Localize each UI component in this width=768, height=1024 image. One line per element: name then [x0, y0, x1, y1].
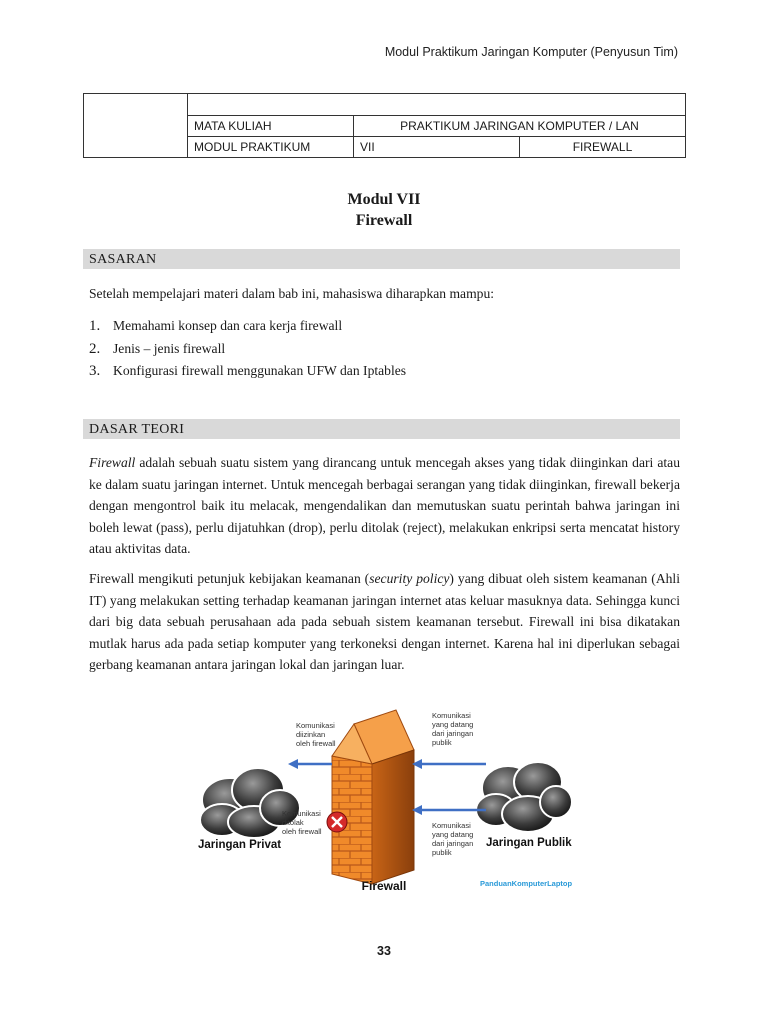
section-heading-dasar-teori: DASAR TEORI [83, 419, 680, 439]
allowed-label-line: Komunikasi [296, 721, 335, 730]
section-heading-sasaran: SASARAN [83, 249, 680, 269]
list-item-number: 3. [89, 363, 101, 379]
page-title [0, 189, 768, 231]
public-network-label: Jaringan Publik [486, 837, 572, 849]
list-item-number: 2. [89, 340, 101, 357]
denied-label-line: ditolak [282, 818, 304, 827]
page-number: 33 [377, 944, 391, 958]
paragraph-text: Firewall mengikuti petunjuk kebijakan keamanan ( [89, 571, 370, 586]
blank-header-cell [188, 94, 686, 116]
incoming-label-line: dari jaringan [432, 839, 474, 848]
list-item [89, 360, 406, 383]
public-network-cloud-icon [476, 762, 572, 832]
title-line-2: Firewall [355, 212, 413, 229]
course-label: MATA KULIAH [188, 116, 354, 137]
module-number: VII [354, 137, 520, 158]
incoming-label-line: Komunikasi [432, 821, 471, 830]
incoming-label-line: dari jaringan [432, 729, 474, 738]
incoming-arrow-bottom [412, 805, 486, 815]
denied-label-line: oleh firewall [282, 827, 322, 836]
module-info-table [83, 93, 686, 158]
goals-list [89, 315, 406, 383]
logo-cell [84, 94, 188, 158]
firewall-diagram [196, 704, 578, 904]
incoming-arrow-top [412, 759, 486, 769]
term-security-policy: security policy [369, 571, 450, 586]
list-item [89, 338, 406, 361]
course-value: PRAKTIKUM JARINGAN KOMPUTER / LAN [354, 116, 686, 137]
paragraph-text: adalah sebuah suatu sistem yang dirancang untuk mencegah akses yang tidak diinginkan dari atau ke dalam suatu jaringan internet. Untuk mencegah berbagai serangan yang tidak diinginkan, firewall bekerja dengan mengontrol baik itu melacak, mengendalikan dan memutuskan suatu perintah bahwa jaringan ini boleh lewat (pass), perlu dijatuhkan (drop), perlu ditolak (reject), melakukan enkripsi serta mencatat history atau aktivitas data. [89, 455, 680, 556]
allowed-label-line: oleh firewall [296, 739, 336, 748]
list-item [89, 315, 406, 338]
module-label: MODUL PRAKTIKUM [188, 137, 354, 158]
module-topic: FIREWALL [520, 137, 686, 158]
incoming-label-line: publik [432, 848, 452, 857]
list-item-text: Jenis – jenis firewall [113, 340, 226, 356]
term-firewall: Firewall [89, 455, 136, 470]
list-item-text: Memahami konsep dan cara kerja firewall [113, 318, 343, 333]
theory-paragraph-2 [89, 568, 680, 676]
title-line-1: Modul VII [347, 191, 421, 208]
firewall-label: Firewall [361, 879, 407, 893]
running-header: Modul Praktikum Jaringan Komputer (Penyusun Tim) [384, 45, 678, 59]
allowed-label-line: diizinkan [296, 730, 326, 739]
deny-icon [327, 812, 347, 832]
incoming-label-line: publik [432, 738, 452, 747]
denied-label-line: Komunikasi [282, 809, 321, 818]
allowed-arrow [288, 759, 332, 769]
list-item-text: Konfigurasi firewall menggunakan UFW dan Iptables [113, 363, 407, 378]
incoming-label-line: yang datang [432, 720, 474, 729]
watermark: PanduanKomputerLaptop [480, 879, 573, 888]
theory-paragraph-1 [89, 452, 680, 560]
firewall-icon [332, 710, 414, 884]
list-item-number: 1. [89, 318, 101, 334]
incoming-label-line: Komunikasi [432, 711, 471, 720]
private-network-label: Jaringan Privat [198, 839, 282, 851]
paragraph-text: ) yang dibuat oleh sistem keamanan (Ahli IT) yang melakukan setting terhadap keamanan jaringan internet atas keluar masuknya data. Sehingga kunci dari big data sebuah perusahaan ada pada sebuah sistem keamanan tersebut. Firewall ini bisa dikatakan mutlak harus ada pada setiap komputer yang terkoneksi dengan internet. Karena hal ini diperlukan sebagai gerbang keamanan antara jaringan lokal dan jaringan luar. [89, 571, 680, 672]
sasaran-intro: Setelah mempelajari materi dalam bab ini, mahasiswa diharapkan mampu: [89, 286, 495, 301]
incoming-label-line: yang datang [432, 830, 474, 839]
